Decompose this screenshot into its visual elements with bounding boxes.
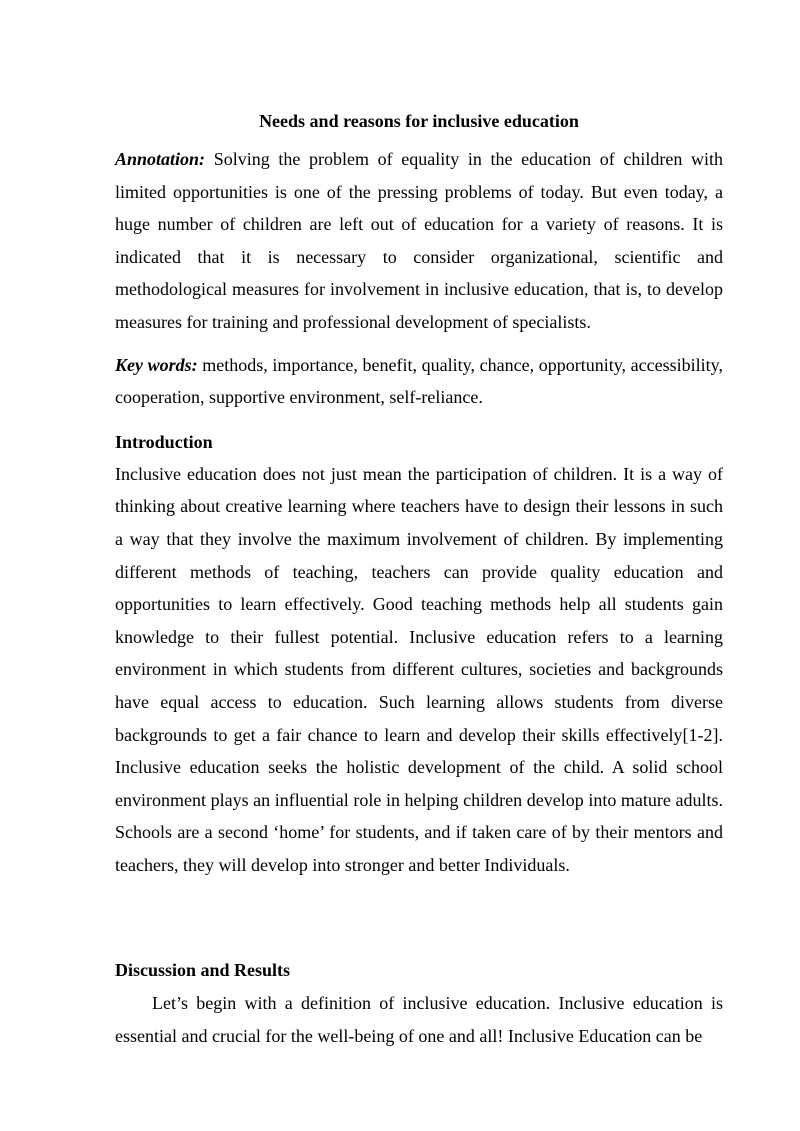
annotation-text: Solving the problem of equality in the education of children with limited opportunities is one of the pressing problems of today. But even today, a huge number of children are left out of education for a variety of reasons. It is indicated that it is necessary to consider organizational, scientific and methodological measures for involvement in inclusive education, that is, to develop measures for training and professional development of specialists. — [115, 149, 723, 332]
keywords-text: methods, importance, benefit, quality, chance, opportunity, accessibility, cooperation, supportive environment, self-reliance. — [115, 354, 723, 408]
discussion-heading: Discussion and Results — [115, 960, 291, 981]
introduction-heading: Introduction — [115, 431, 213, 452]
discussion-paragraph: Let’s begin with a definition of inclusive education. Inclusive education is essential and crucial for the well-being of one and all! Inclusive Education can be — [115, 993, 723, 1047]
document-title: Needs and reasons for inclusive education — [259, 111, 579, 131]
introduction-paragraph: Inclusive education does not just mean the participation of children. It is a way of thinking about creative learning where teachers have to design their lessons in such a way that they involve the maximum involvement of children. By implementing different methods of teaching, teachers can provide quality education and opportunities to learn effectively. Good teaching methods help all students gain knowledge to their fullest potential. Inclusive education refers to a learning environment in which students from different cultures, societies and backgrounds have equal access to education. Such learning allows students from diverse backgrounds to get a fair chance to learn and develop their skills effectively[1-2]. Inclusive education seeks the holistic development of the child. A solid school environment plays an influential role in helping children develop into mature adults. Schools are a second ‘home’ for students, and if taken care of by their mentors and teachers, they will develop into stronger and better Individuals. — [115, 463, 723, 875]
annotation-paragraph — [115, 143, 723, 339]
annotation-label: Annotation: — [115, 149, 206, 169]
document-page — [115, 109, 723, 1053]
keywords-label: Key words: — [115, 354, 198, 375]
keywords-paragraph — [115, 349, 723, 414]
